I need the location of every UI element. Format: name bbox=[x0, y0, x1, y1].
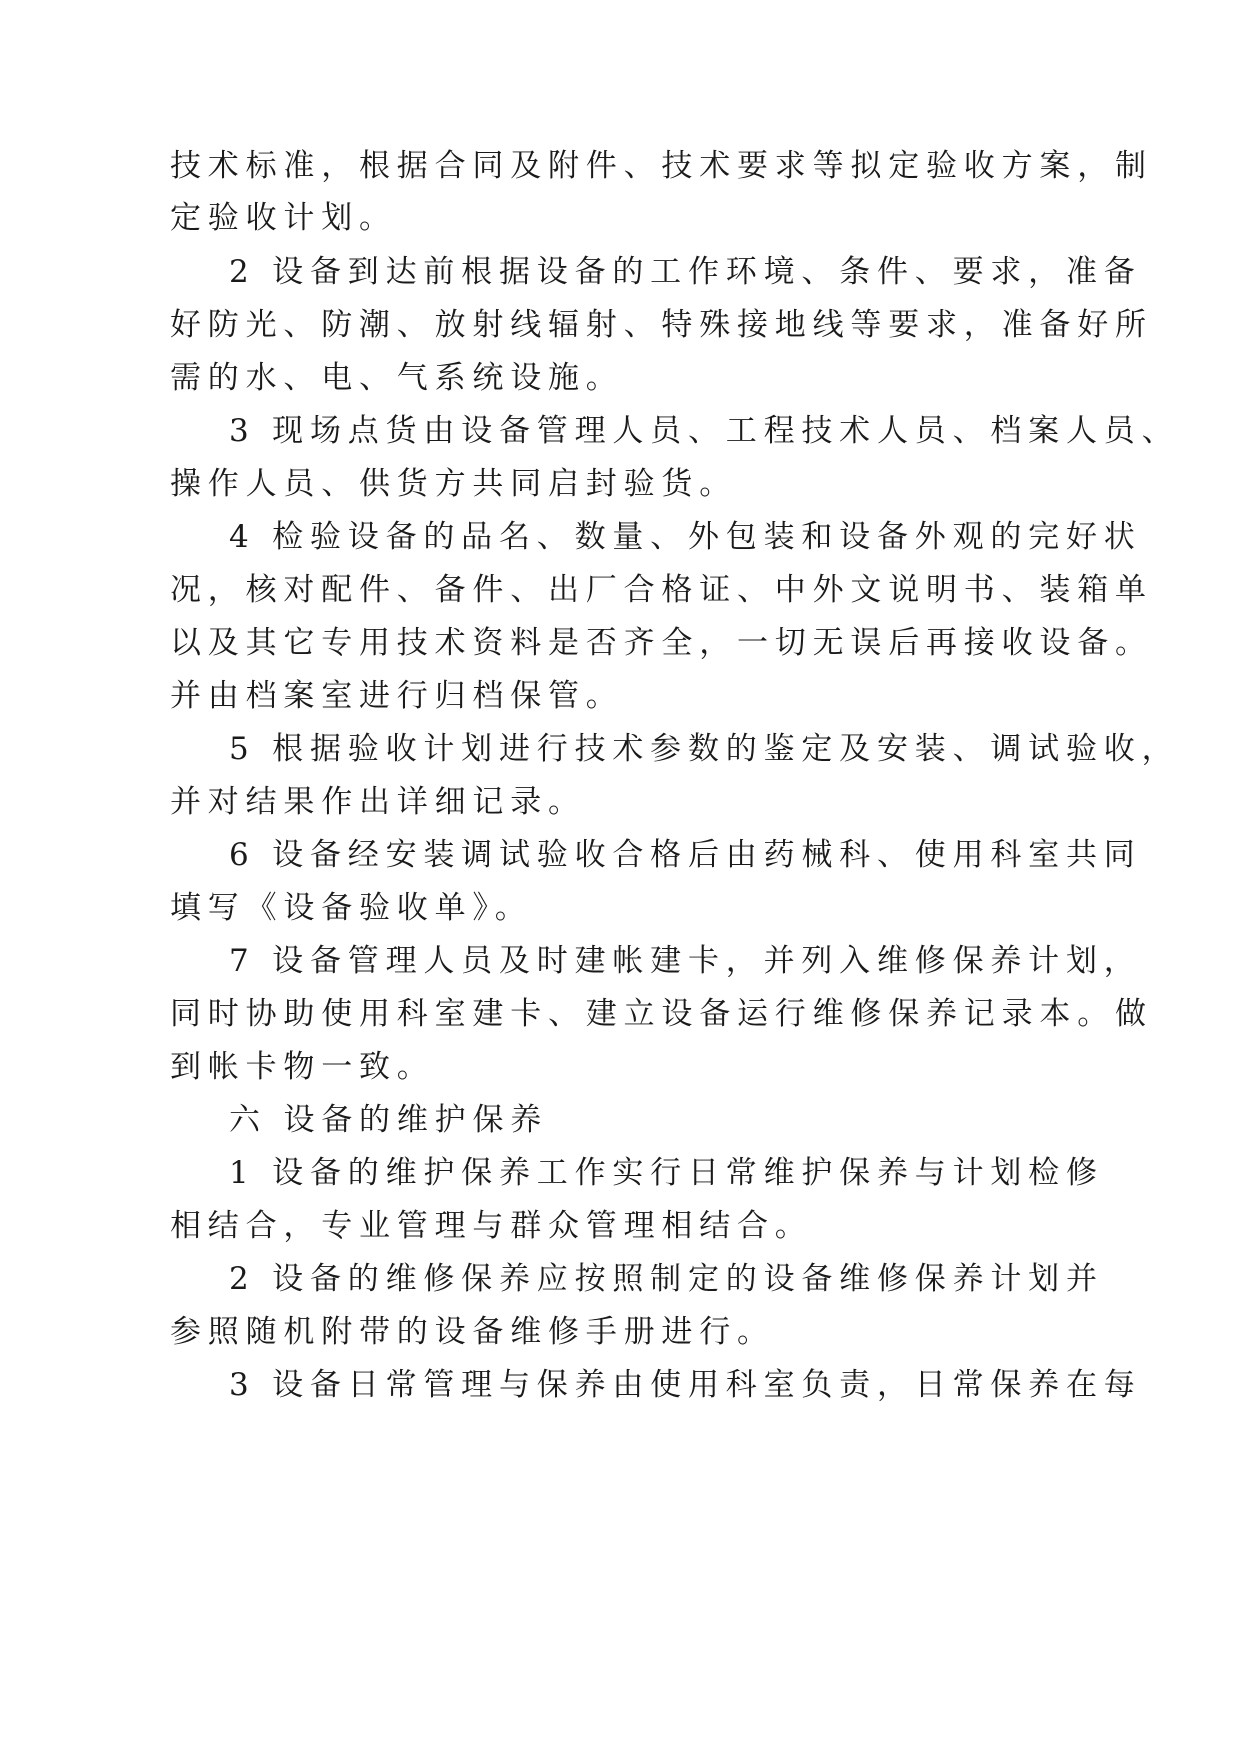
text-line: 7 设备管理人员及时建帐建卡，并列入维修保养计划， bbox=[229, 943, 1142, 979]
text-line: 操作人员、供货方共同启封验货。 bbox=[170, 466, 737, 502]
text-line: 需的水、电、气系统设施。 bbox=[170, 360, 624, 396]
text-line: 填写《设备验收单》。 bbox=[170, 890, 533, 926]
text-line: 3 设备日常管理与保养由使用科室负责，日常保养在每 bbox=[229, 1367, 1142, 1403]
section-heading: 六 设备的维护保养 bbox=[229, 1102, 549, 1138]
text-line: 况，核对配件、备件、出厂合格证、中外文说明书、装箱单 bbox=[170, 572, 1153, 608]
text-line: 参照随机附带的设备维修手册进行。 bbox=[170, 1314, 775, 1350]
text-line: 到帐卡物一致。 bbox=[170, 1049, 435, 1085]
text-line: 好防光、防潮、放射线辐射、特殊接地线等要求，准备好所 bbox=[170, 307, 1153, 343]
text-line: 2 设备的维修保养应按照制定的设备维修保养计划并 bbox=[229, 1261, 1104, 1297]
text-line: 3 现场点货由设备管理人员、工程技术人员、档案人员、 bbox=[229, 413, 1180, 449]
text-line: 技术标准，根据合同及附件、技术要求等拟定验收方案，制 bbox=[170, 148, 1153, 184]
text-line: 定验收计划。 bbox=[170, 200, 397, 236]
text-line: 1 设备的维护保养工作实行日常维护保养与计划检修 bbox=[229, 1155, 1104, 1191]
text-line: 2 设备到达前根据设备的工作环境、条件、要求，准备 bbox=[229, 254, 1142, 290]
text-line: 4 检验设备的品名、数量、外包装和设备外观的完好状 bbox=[229, 519, 1142, 555]
text-line: 并对结果作出详细记录。 bbox=[170, 784, 586, 820]
text-line: 相结合，专业管理与群众管理相结合。 bbox=[170, 1208, 813, 1244]
text-line: 以及其它专用技术资料是否齐全，一切无误后再接收设备。 bbox=[170, 625, 1153, 661]
text-line: 5 根据验收计划进行技术参数的鉴定及安装、调试验收， bbox=[229, 731, 1180, 767]
text-line: 6 设备经安装调试验收合格后由药械科、使用科室共同 bbox=[229, 837, 1142, 873]
text-line: 并由档案室进行归档保管。 bbox=[170, 678, 624, 714]
text-line: 同时协助使用科室建卡、建立设备运行维修保养记录本。做 bbox=[170, 996, 1153, 1032]
